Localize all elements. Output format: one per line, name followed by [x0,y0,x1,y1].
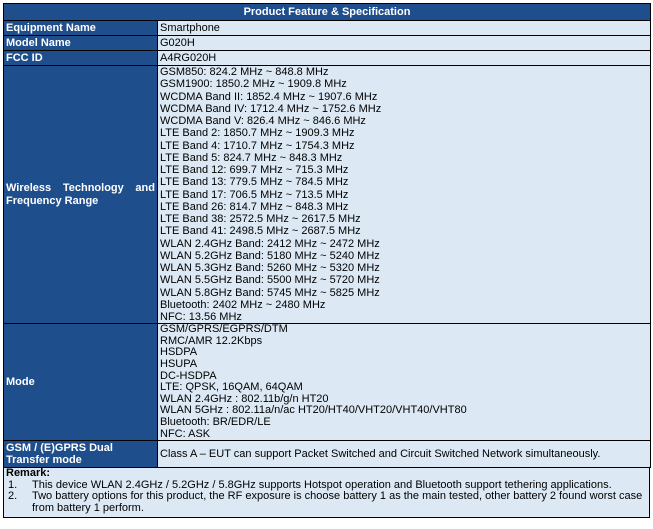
list-item: WCDMA Band II: 1852.4 MHz ~ 1907.6 MHz [160,90,378,103]
mode-label: Mode [4,324,158,441]
wireless-values [158,66,651,324]
list-item: LTE Band 41: 2498.5 MHz ~ 2687.5 MHz [160,225,361,238]
mode-values [158,324,651,441]
model-name-value: G020H [158,36,651,51]
list-item: LTE Band 4: 1710.7 MHz ~ 1754.3 MHz [160,139,355,152]
list-item: NFC: 13.56 MHz [160,311,242,323]
remark-text: Two battery options for this product, the RF exposure is choose battery 1 as the main tested, other battery 2 found worst case from battery 1 perform. [32,490,643,514]
table-row-mode [4,324,651,441]
list-item: WLAN 2.4GHz Band: 2412 MHz ~ 2472 MHz [160,237,380,250]
list-item: WLAN 5.8GHz Band: 5745 MHz ~ 5825 MHz [160,286,380,299]
spec-table [3,3,651,468]
list-item: NFC: ASK [160,427,211,440]
list-item: LTE Band 17: 706.5 MHz ~ 713.5 MHz [160,188,349,201]
list-item: DC-HSDPA [160,369,217,382]
list-item: Bluetooth: BR/EDR/LE [160,416,271,428]
list-item: WLAN 5.5GHz Band: 5500 MHz ~ 5720 MHz [160,274,380,287]
list-item: LTE Band 5: 824.7 MHz ~ 848.3 MHz [160,151,343,164]
list-item: GSM850: 824.2 MHz ~ 848.8 MHz [160,66,329,78]
list-item: LTE Band 26: 814.7 MHz ~ 848.3 MHz [160,200,349,213]
list-item: HSUPA [160,358,198,371]
remark-item [6,491,647,514]
list-item: GSM/GPRS/EGPRS/DTM [160,323,288,336]
list-item: LTE Band 2: 1850.7 MHz ~ 1909.3 MHz [160,127,355,140]
list-item: WLAN 5GHz : 802.11a/n/ac HT20/HT40/VHT20/VHT40/VHT80 [160,404,467,417]
list-item: WLAN 2.4GHz : 802.11b/g/n HT20 [160,392,329,405]
list-item: LTE Band 12: 699.7 MHz ~ 715.3 MHz [160,164,349,176]
table-title-row [4,4,651,21]
model-name-label: Model Name [4,36,158,51]
fcc-id-label: FCC ID [4,51,158,66]
list-item: WCDMA Band IV: 1712.4 MHz ~ 1752.6 MHz [160,102,382,115]
table-title: Product Feature & Specification [4,4,651,21]
list-item: Bluetooth: 2402 MHz ~ 2480 MHz [160,298,326,311]
fcc-id-value: A4RG020H [158,51,651,66]
table-row-fcc-id [4,51,651,66]
dual-transfer-label: GSM / (E)GPRS Dual Transfer mode [4,441,158,468]
list-item: WLAN 5.2GHz Band: 5180 MHz ~ 5240 MHz [160,249,380,262]
remark-title: Remark: [6,467,51,480]
remark-number: 1. [8,478,18,491]
list-item: LTE Band 38: 2572.5 MHz ~ 2617.5 MHz [160,213,361,225]
list-item: HSDPA [160,346,198,359]
dual-transfer-value: Class A – EUT can support Packet Switched and Circuit Switched Network simultaneously. [158,441,651,468]
list-item: WLAN 5.3GHz Band: 5260 MHz ~ 5320 MHz [160,262,380,274]
list-item: GSM1900: 1850.2 MHz ~ 1909.8 MHz [160,78,347,91]
list-item: RMC/AMR 12.2Kbps [160,334,263,347]
list-item: LTE: QPSK, 16QAM, 64QAM [160,381,303,394]
list-item: WCDMA Band V: 826.4 MHz ~ 846.6 MHz [160,115,366,127]
table-row-wireless [4,66,651,324]
equipment-name-value: Smartphone [158,21,651,36]
table-row-equipment-name [4,21,651,36]
remark-section [3,468,650,517]
table-row-dual-transfer [4,441,651,468]
remark-number: 2. [8,490,18,503]
spec-document [3,3,650,518]
table-row-model-name [4,36,651,51]
wireless-label: Wireless Technology and Frequency Range [4,66,158,324]
remark-text: This device WLAN 2.4GHz / 5.2GHz / 5.8GHz supports Hotspot operation and Bluetooth support tethering applications. [32,478,612,491]
list-item: LTE Band 13: 779.5 MHz ~ 784.5 MHz [160,176,349,189]
equipment-name-label: Equipment Name [4,21,158,36]
